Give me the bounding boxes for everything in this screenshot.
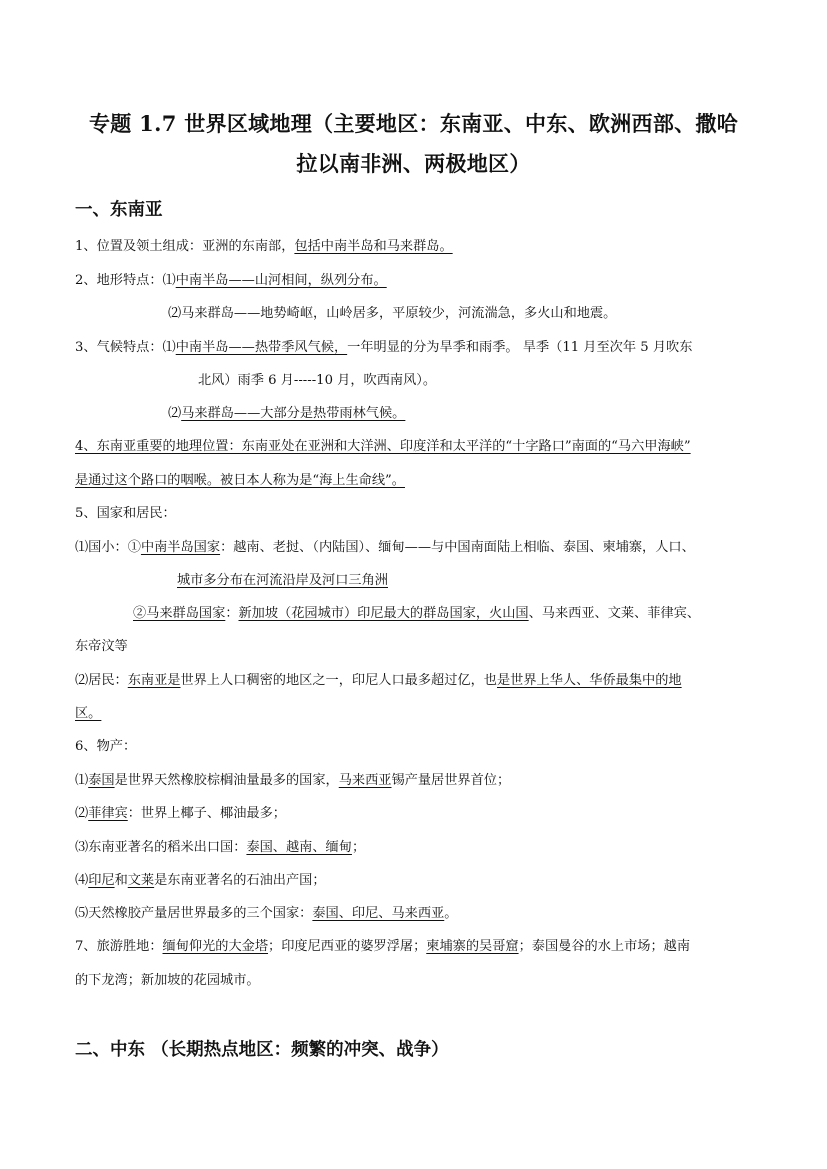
- paragraph-climate-malay: ⑵马来群岛——大部分是热带雨林气候。: [168, 406, 406, 421]
- paragraph-geo-position: 4、东南亚重要的地理位置：东南亚处在亚洲和大洋洲、印度洋和太平洋的“十字路口”南面的“马六甲海峡”: [75, 439, 691, 454]
- section-heading-southeast-asia: 一、东南亚: [75, 200, 163, 220]
- paragraph-countries-indochina-cont: 城市多分布在河流沿岸及河口三角洲: [177, 573, 388, 588]
- paragraph-countries-malay-cont: 东帝汶等: [75, 639, 128, 654]
- paragraph-products-title: 6、物产：: [75, 739, 137, 754]
- paragraph-location: 1、位置及领土组成：亚洲的东南部，包括中南半岛和马来群岛。: [75, 239, 453, 254]
- paragraph-products-item1: ⑴泰国是世界天然橡胶棕榈油量最多的国家，马来西亚锡产量居世界首位；: [75, 773, 511, 788]
- paragraph-climate-cont: 北风）雨季 6 月-----10 月，吹西南风）。: [198, 373, 437, 388]
- paragraph-geo-position-cont: 是通过这个路口的咽喉。被日本人称为是“海上生命线”。: [75, 473, 405, 488]
- paragraph-products-item3: ⑶东南亚著名的稻米出口国：泰国、越南、缅甸；: [75, 840, 366, 855]
- paragraph-countries-title: 5、国家和居民：: [75, 506, 176, 521]
- paragraph-countries-malay: ②马来群岛国家：新加坡（花园城市）印尼最大的群岛国家，火山国、马来西亚、文莱、菲律宾、: [133, 606, 701, 621]
- paragraph-terrain: 2、地形特点：⑴中南半岛——山河相间，纵列分布。: [75, 273, 387, 288]
- paragraph-products-item2: ⑵菲律宾：世界上椰子、椰油最多；: [75, 806, 286, 821]
- paragraph-products-item5: ⑸天然橡胶产量居世界最多的三个国家：泰国、印尼、马来西亚。: [75, 906, 458, 921]
- paragraph-terrain-malay: ⑵马来群岛——地势崎岖，山岭居多，平原较少，河流湍急，多火山和地震。: [168, 306, 617, 321]
- document-title-line1: 专题 1.7 世界区域地理（主要地区：东南亚、中东、欧洲西部、撒哈: [88, 111, 739, 136]
- paragraph-residents: ⑵居民：东南亚是世界上人口稠密的地区之一，印尼人口最多超过亿，也是世界上华人、华侨最集中的地: [75, 673, 682, 688]
- document-title-line2: 拉以南非洲、两极地区）: [296, 151, 531, 176]
- paragraph-tourism-cont: 的下龙湾；新加坡的花园城市。: [75, 973, 260, 988]
- paragraph-tourism: 7、旅游胜地：缅甸仰光的大金塔；印度尼西亚的婆罗浮屠；柬埔寨的吴哥窟；泰国曼谷的水上市场；越南: [75, 939, 691, 954]
- paragraph-residents-cont: 区。: [75, 706, 102, 721]
- paragraph-products-item4: ⑷印尼和文莱是东南亚著名的石油出产国；: [75, 873, 326, 888]
- paragraph-climate: 3、气候特点：⑴中南半岛——热带季风气候，一年明显的分为旱季和雨季。 旱季（11 月至次年 5 月吹东: [75, 340, 693, 355]
- section-heading-middle-east: 二、中东 （长期热点地区：频繁的冲突、战争）: [75, 1040, 449, 1060]
- paragraph-countries-indochina: ⑴国小：①中南半岛国家：越南、老挝、（内陆国）、缅甸——与中国南面陆上相临、泰国、柬埔寨，人口、: [75, 540, 695, 555]
